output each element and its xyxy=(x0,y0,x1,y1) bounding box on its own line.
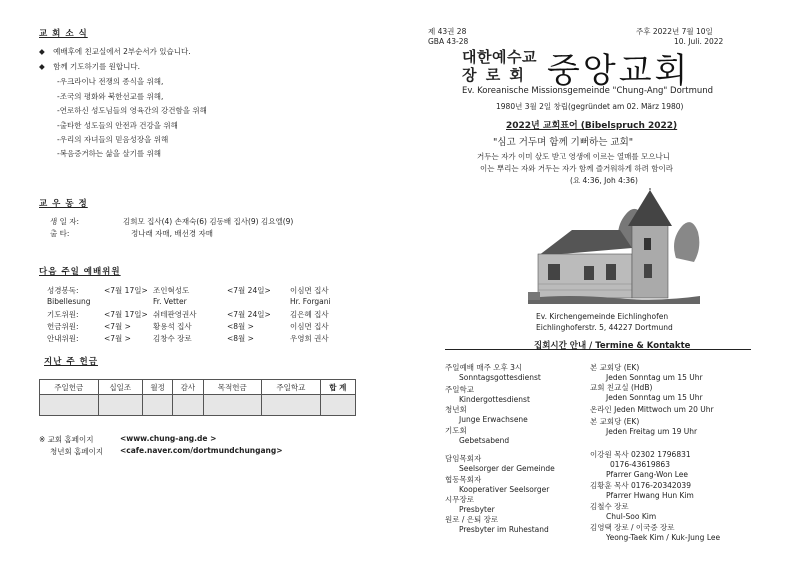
contact-line: 김영택 장로 / 이국중 장로 xyxy=(590,523,675,532)
contact-line: Yeong-Taek Kim / Kuk-Jung Lee xyxy=(606,533,721,542)
diamond-bullet-icon: ◆ xyxy=(39,47,45,56)
service-date: <8월 > xyxy=(227,334,254,343)
motto-title: 2022년 교회표어 (Bibelspruch 2022) xyxy=(506,121,678,131)
home-label: ※ 교회 홈페이지 xyxy=(39,435,94,444)
church-building-image xyxy=(528,188,700,304)
service-date: <7월 > xyxy=(104,322,131,331)
offering-cell xyxy=(40,395,99,416)
contact-line: 0176-43619863 xyxy=(610,460,670,469)
date-german: 10. Juli. 2022 xyxy=(674,37,724,46)
schedule-place: 본 교회당 (EK) xyxy=(590,363,640,372)
service-person: 김창수 장로 xyxy=(153,334,192,343)
travel-value: 정나래 자매, 배선경 자매 xyxy=(131,229,213,238)
offering-header: 합 계 xyxy=(320,380,355,395)
schedule-item-de: Junge Erwachsene xyxy=(459,415,528,424)
schedule-place: 교회 친교실 (HdB) xyxy=(590,383,653,392)
denomination-bottom: 장 로 회 xyxy=(462,66,526,84)
notices-title: 교 회 소 식 xyxy=(39,29,88,39)
service-person: Fr. Vetter xyxy=(153,297,187,306)
schedule-item-de: Sonntagsgottesdienst xyxy=(459,373,541,382)
offering-header: 십일조 xyxy=(98,380,142,395)
schedule-time: Jeden Sonntag um 15 Uhr xyxy=(606,393,703,402)
offering-cell xyxy=(173,395,203,416)
offering-header: 주일학교 xyxy=(262,380,321,395)
service-role: Bibellesung xyxy=(47,297,91,306)
schedule-title: 집회시간 안내 / Termine & Kontakte xyxy=(534,341,691,351)
motto-reference: (요 4:36, Joh 4:36) xyxy=(570,176,638,185)
schedule-item-kr: 청년회 xyxy=(445,405,467,414)
contact-line: 김황훈 목사 0176-20342039 xyxy=(590,481,691,490)
offering-cell xyxy=(320,395,355,416)
gba-number: GBA 43-28 xyxy=(428,37,469,46)
contact-line: Chul-Soo Kim xyxy=(606,512,657,521)
offering-header: 주일헌금 xyxy=(40,380,99,395)
building-caption-1: Ev. Kirchengemeinde Eichlinghofen xyxy=(536,312,669,321)
service-person: Hr. Forgani xyxy=(290,297,331,306)
service-person: 김은혜 집사 xyxy=(290,310,329,319)
home-link[interactable]: <www.chung-ang.de > xyxy=(120,434,217,443)
founded: 1980년 3월 2일 창립(gegründet am 02. März 1980) xyxy=(496,102,684,111)
prayer-item: -복음증거하는 삶을 살기를 위해 xyxy=(57,149,162,158)
service-date: <7월 24일> xyxy=(227,310,271,319)
denomination-top: 대한예수교 xyxy=(462,48,537,66)
schedule-item-de: Kindergottesdienst xyxy=(459,395,530,404)
schedule-item-kr: 담임목회자 xyxy=(445,454,482,463)
schedule-item-de: Presbyter xyxy=(459,505,495,514)
birthday-value: 김희모 집사(4) 손재숙(6) 김동배 집사(9) 김요엘(9) xyxy=(123,217,294,226)
service-date: <7월 17일> xyxy=(104,286,148,295)
service-role: 기도위원: xyxy=(47,310,79,319)
next-service-title: 다음 주일 예배위원 xyxy=(39,267,121,277)
prayer-item: -출타한 성도들의 안전과 건강을 위해 xyxy=(57,121,178,130)
service-role: 성경봉독: xyxy=(47,286,79,295)
motto-verse-1: 거두는 자가 이미 삯도 받고 영생에 이르는 열매를 모으나니 xyxy=(477,152,670,161)
prayer-item: -우리의 자녀들의 믿음성장을 위해 xyxy=(57,135,169,144)
travel-label: 출 타: xyxy=(50,229,70,238)
volume-number: 제 43권 28 xyxy=(428,27,467,36)
birthday-label: 생 일 자: xyxy=(50,217,80,226)
offering-title: 지난 주 헌금 xyxy=(44,357,98,367)
service-role: 안내위원: xyxy=(47,334,79,343)
notice-item: ◆ 예배후에 친교실에서 2부순서가 있습니다. xyxy=(39,47,191,56)
contact-line: Pfarrer Gang-Won Lee xyxy=(606,470,689,479)
service-role: 헌금위원: xyxy=(47,322,79,331)
schedule-item-kr: 원로 / 은퇴 장로 xyxy=(445,515,499,524)
offering-cell xyxy=(98,395,142,416)
news-title: 교 우 동 정 xyxy=(39,199,88,209)
offering-cell xyxy=(203,395,262,416)
schedule-place: 본 교회당 (EK) xyxy=(590,417,640,426)
offering-table xyxy=(39,379,356,416)
service-date: <7월 17일> xyxy=(104,310,148,319)
service-date: <7월 24일> xyxy=(227,286,271,295)
building-caption-2: Eichlinghoferstr. 5, 44227 Dortmund xyxy=(536,323,673,332)
service-person: 이심면 집사 xyxy=(290,322,329,331)
offering-header: 월정 xyxy=(142,380,172,395)
contact-line: Pfarrer Hwang Hun Kim xyxy=(606,491,694,500)
service-date: <7월 > xyxy=(104,334,131,343)
schedule-item-de: Gebetsabend xyxy=(459,436,510,445)
service-person: 황용석 집사 xyxy=(153,322,192,331)
service-date: <8월 > xyxy=(227,322,254,331)
motto-quote: "심고 거두며 함께 기뻐하는 교회" xyxy=(493,137,634,148)
offering-header: 목적헌금 xyxy=(203,380,262,395)
schedule-item-de: Seelsorger der Gemeinde xyxy=(459,464,555,473)
schedule-time: Jeden Sonntag um 15 Uhr xyxy=(606,373,703,382)
notice-item: ◆ 함께 기도하기를 원합니다. xyxy=(39,62,141,71)
schedule-online: 온라인 Jeden Mittwoch um 20 Uhr xyxy=(590,405,714,414)
schedule-time: Jeden Freitag um 19 Uhr xyxy=(606,427,698,436)
german-name: Ev. Koreanische Missionsgemeinde "Chung-Ang" Dortmund xyxy=(462,86,714,96)
schedule-item-de: Kooperativer Seelsorger xyxy=(459,485,550,494)
schedule-item-kr: 시무장로 xyxy=(445,495,474,504)
schedule-item-de: Presbyter im Ruhestand xyxy=(459,525,549,534)
prayer-item: -우크라이나 전쟁의 종식을 위해, xyxy=(57,77,164,86)
service-person: 조인혁성도 xyxy=(153,286,190,295)
offering-cell xyxy=(262,395,321,416)
schedule-item-kr: 협동목회자 xyxy=(445,475,482,484)
schedule-item-kr: 주일학교 xyxy=(445,385,474,394)
contact-line: 이강원 목사 02302 1796831 xyxy=(590,450,691,459)
service-person: 이심면 집사 xyxy=(290,286,329,295)
church-name: 중앙교회 xyxy=(547,51,691,91)
contact-line: 김철수 장로 xyxy=(590,502,629,511)
service-person: 쉬테판영권사 xyxy=(153,310,197,319)
offering-cell xyxy=(142,395,172,416)
offering-header: 감사 xyxy=(173,380,203,395)
prayer-item: -연로하신 성도님들의 영육간의 강건함을 위해 xyxy=(57,106,207,115)
service-person: 우영희 권사 xyxy=(290,334,329,343)
diamond-bullet-icon: ◆ xyxy=(39,62,45,71)
schedule-item-kr: 주일예배 매주 오후 3시 xyxy=(445,363,523,372)
youth-label: 청년회 홈페이지 xyxy=(50,447,104,456)
prayer-item: -조국의 평화와 북한선교를 위해, xyxy=(57,92,164,101)
motto-verse-2: 이는 뿌리는 자와 거두는 자가 함께 즐거워하게 하려 함이라 xyxy=(480,164,673,173)
youth-link[interactable]: <cafe.naver.com/dortmundchungang> xyxy=(120,446,283,455)
schedule-item-kr: 기도회 xyxy=(445,426,467,435)
date-korean: 주후 2022년 7월 10일 xyxy=(636,27,713,36)
